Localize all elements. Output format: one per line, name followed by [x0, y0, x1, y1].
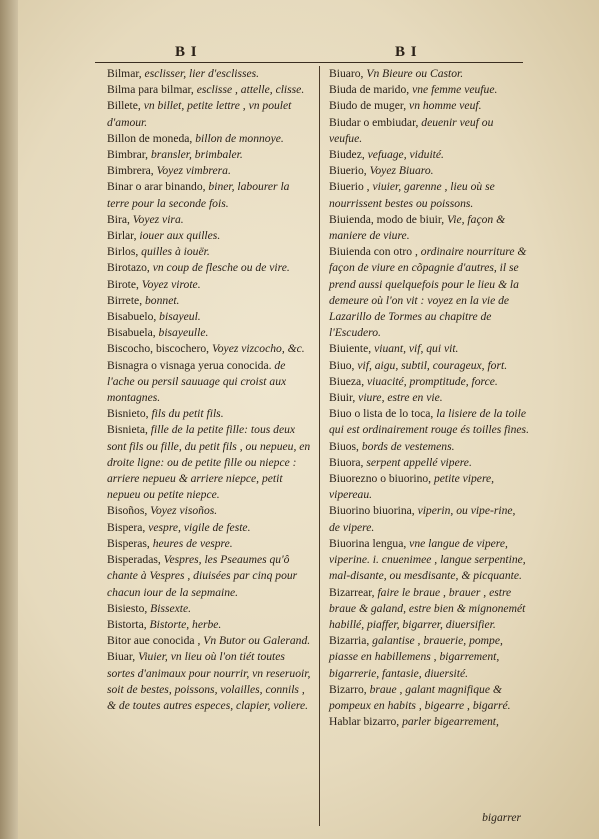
- entry-definition: vif, aigu, subtil, courageux, fort.: [357, 358, 508, 372]
- entry-headword: Biuienda con otro ,: [329, 245, 421, 259]
- entry-definition: Vespres, les Pseaumes qu'ô chante à Vespres , diuisées par cinq pour chacun iour de la sepmaine.: [107, 553, 298, 599]
- dictionary-entry: [107, 260, 312, 276]
- dictionary-entry: [329, 633, 529, 682]
- dictionary-entry: [329, 585, 529, 634]
- entry-definition: vefuage, viduité.: [367, 148, 444, 162]
- entry-headword: Bisperadas,: [107, 553, 164, 567]
- dictionary-entry: [329, 455, 529, 471]
- entry-definition: billon de monnoye.: [195, 131, 284, 145]
- dictionary-entry: [329, 244, 529, 341]
- dictionary-entry: [107, 293, 312, 309]
- entry-definition: viuacité, promptitude, force.: [367, 374, 498, 388]
- entry-definition: Voyez vimbrera.: [156, 164, 231, 178]
- dictionary-entry: [329, 390, 529, 406]
- entry-definition: bisayeulle.: [158, 326, 209, 340]
- dictionary-entry: [107, 520, 312, 536]
- entry-definition: vne langue de vipere, viperine. i. cnuenimee , langue serpentine, mal-disante, ou mesdisante, & picquante.: [329, 536, 526, 583]
- dictionary-entry: [329, 536, 529, 585]
- entry-definition: viperin, ou vipe-rine, de vipere.: [329, 504, 516, 534]
- dictionary-entry: [107, 633, 312, 649]
- entry-definition: parler bigearrement,: [402, 715, 499, 729]
- entry-definition: heures de vespre.: [152, 536, 233, 550]
- dictionary-entry: [107, 98, 312, 130]
- entry-headword: Bilmar,: [107, 67, 145, 80]
- dictionary-entry: [329, 374, 529, 390]
- entry-definition: Bistorte, herbe.: [149, 617, 222, 631]
- entry-headword: Hablar bizarro,: [329, 715, 403, 729]
- entry-definition: deuenir veuf ou veufue.: [329, 115, 494, 145]
- dictionary-entry: [329, 179, 529, 211]
- entry-headword: Biueza,: [329, 374, 367, 388]
- dictionary-entry: [107, 212, 312, 228]
- dictionary-entry: [329, 82, 529, 98]
- dictionary-entry: [107, 649, 312, 714]
- dictionary-entry: [107, 341, 312, 357]
- entry-headword: Biuorino biuorina,: [329, 504, 418, 518]
- dictionary-entry: [107, 66, 312, 82]
- entry-headword: Biuienda, modo de biuir,: [329, 212, 448, 226]
- entry-headword: Billete,: [107, 99, 144, 113]
- running-head-left: B I: [175, 44, 198, 60]
- dictionary-entry: [329, 714, 529, 730]
- dictionary-entry: [329, 341, 529, 357]
- entry-headword: Biuorina lengua,: [329, 536, 410, 550]
- entry-headword: Biuaro,: [329, 67, 367, 80]
- entry-definition: la lisiere de la toile qui est ordinairement rouge és toilles fines.: [329, 407, 529, 437]
- entry-definition: viuant, vif, qui vit.: [374, 342, 459, 356]
- entry-headword: Biudo de muger,: [329, 99, 410, 113]
- entry-definition: faire le braue , brauer , estre braue & galand, estre bien & mignonemét habillé, piaffer, bigarrer, diuersifier.: [329, 585, 526, 631]
- entry-headword: Bilma para bilmar,: [107, 83, 197, 97]
- entry-definition: Vie, façon & maniere de viure.: [329, 212, 506, 243]
- entry-definition: Vn Butor ou Galerand.: [203, 634, 311, 648]
- right-column: [329, 66, 529, 730]
- entry-headword: Bitor aue conocida ,: [107, 634, 204, 648]
- dictionary-entry: [107, 147, 312, 163]
- dictionary-entry: [329, 115, 529, 147]
- entry-headword: Bira,: [107, 212, 133, 226]
- entry-definition: bransler, brimbaler.: [150, 148, 243, 162]
- dictionary-entry: [107, 309, 312, 325]
- dictionary-entry: [329, 503, 529, 535]
- entry-definition: fils du petit fils.: [151, 407, 224, 421]
- dictionary-entry: [329, 147, 529, 163]
- entry-headword: Billon de moneda,: [107, 131, 196, 145]
- entry-headword: Biuos,: [329, 439, 362, 453]
- entry-definition: vn coup de flesche ou de vire.: [152, 261, 290, 275]
- entry-headword: Bisabuelo,: [107, 310, 160, 324]
- entry-headword: Bisoños,: [107, 504, 151, 518]
- entry-definition: Bissexte.: [150, 601, 192, 615]
- entry-headword: Biuorezno o biuorino,: [329, 472, 434, 486]
- entry-headword: Bisabuela,: [107, 326, 159, 340]
- running-head-right: B I: [395, 44, 418, 60]
- column-divider: [319, 66, 320, 826]
- entry-headword: Biuir,: [329, 391, 359, 405]
- entry-definition: vn billet, petite lettre , vn poulet d'amour.: [107, 99, 292, 129]
- entry-definition: vespre, vigile de feste.: [148, 520, 251, 534]
- entry-definition: iouer aux quilles.: [139, 229, 221, 243]
- entry-headword: Biuerio ,: [329, 180, 373, 194]
- entry-definition: Viuier, vn lieu où l'on tiét toutes sortes d'animaux pour nourrir, vn reseruoir, soit de bestes, poissons, volailles, connils , & de toutes autres especes, clapier, voliere.: [107, 650, 311, 712]
- dictionary-entry: [329, 163, 529, 179]
- dictionary-entry: [329, 66, 529, 82]
- dictionary-entry: [329, 98, 529, 114]
- dictionary-entry: [107, 163, 312, 179]
- entry-headword: Biuerio,: [329, 164, 370, 178]
- entry-definition: quilles à iouër.: [141, 245, 210, 259]
- entry-headword: Birrete,: [107, 293, 145, 307]
- entry-definition: bords de vestemens.: [361, 439, 455, 453]
- entry-headword: Birote,: [107, 277, 142, 291]
- entry-definition: Vn Bieure ou Castor.: [366, 67, 464, 80]
- entry-definition: bonnet.: [145, 293, 180, 307]
- entry-headword: Biuo o lista de lo toca,: [329, 407, 437, 421]
- entry-headword: Birlar,: [107, 229, 140, 243]
- entry-headword: Bimbrar,: [107, 148, 151, 162]
- entry-headword: Bizarria,: [329, 634, 373, 648]
- entry-definition: Voyez vizcocho, &c.: [211, 342, 305, 356]
- entry-headword: Birotazo,: [107, 261, 153, 275]
- catchword: bigarrer: [482, 811, 521, 824]
- entry-headword: Bisnieto,: [107, 407, 152, 421]
- entry-definition: braue , galant magnifique & pompeux en habits , bigearre , bigarré.: [329, 682, 511, 712]
- header-rule: [95, 62, 523, 63]
- entry-headword: Biuda de marido,: [329, 83, 413, 97]
- entry-headword: Biuiente,: [329, 342, 375, 356]
- entry-headword: Biudez,: [329, 148, 368, 162]
- entry-headword: Bistorta,: [107, 617, 150, 631]
- entry-headword: Bisperas,: [107, 536, 153, 550]
- entry-definition: bisayeul.: [159, 310, 201, 324]
- dictionary-entry: [107, 552, 312, 601]
- dictionary-entry: [107, 601, 312, 617]
- entry-definition: petite vipere, vipereau.: [329, 472, 495, 502]
- entry-headword: Bimbrera,: [107, 164, 157, 178]
- dictionary-entry: [107, 406, 312, 422]
- entry-headword: Bizarro,: [329, 682, 370, 696]
- entry-headword: Birlos,: [107, 245, 142, 259]
- dictionary-entry: [329, 406, 529, 438]
- entry-definition: ordinaire nourriture & façon de viure en cõpagnie d'autres, il se prend aussi quelquefois pour le lieu & la demeure où l'on vit : voyez en la vie de Lazarillo de Tormes au chapitre de l'Escudero.: [329, 245, 527, 340]
- dictionary-entry: [107, 131, 312, 147]
- dictionary-entry: [107, 277, 312, 293]
- dictionary-entry: [329, 471, 529, 503]
- entry-headword: Biscocho, biscochero,: [107, 342, 212, 356]
- dictionary-entry: [329, 358, 529, 374]
- entry-definition: vne femme veufue.: [412, 83, 498, 97]
- entry-headword: Biudar o embiudar,: [329, 115, 422, 129]
- dictionary-entry: [107, 358, 312, 407]
- entry-headword: Bisiesto,: [107, 601, 151, 615]
- entry-definition: Voyez Biuaro.: [369, 164, 434, 178]
- dictionary-entry: [107, 536, 312, 552]
- entry-definition: esclisser, lier d'esclisses.: [144, 67, 260, 80]
- dictionary-entry: [329, 439, 529, 455]
- entry-headword: Binar o arar binando,: [107, 180, 209, 194]
- dictionary-entry: [107, 228, 312, 244]
- entry-definition: Voyez vira.: [132, 212, 184, 226]
- entry-definition: Voyez visoños.: [150, 504, 218, 518]
- entry-headword: Biuo,: [329, 358, 358, 372]
- entry-definition: fille de la petite fille: tous deux sont fils ou fille, du petit fils , ou nepueu, en droite ligne: ou de petite fille ou niepce : arriere nepueu & arriere niepce, petit nepueu ou petite niepce.: [107, 423, 311, 502]
- dictionary-entry: [107, 325, 312, 341]
- entry-definition: serpent appellé vipere.: [366, 455, 472, 469]
- dictionary-entry: [329, 212, 529, 244]
- entry-definition: biner, labourer la terre pour la seconde fois.: [107, 180, 290, 210]
- entry-headword: Bispera,: [107, 520, 149, 534]
- left-column: [107, 66, 312, 714]
- entry-definition: de l'ache ou persil sauuage qui croist aux montagnes.: [107, 358, 287, 405]
- dictionary-entry: [107, 503, 312, 519]
- entry-headword: Bisnieta,: [107, 423, 151, 437]
- entry-definition: esclisse , attelle, clisse.: [196, 83, 305, 97]
- book-binding-shadow: [0, 0, 18, 839]
- entry-headword: Bizarrear,: [329, 585, 378, 599]
- entry-definition: galantise , brauerie, pompe, piasse en habillemens , bigarrement, bigarrerie, fantasie, diuersité.: [329, 634, 503, 680]
- dictionary-entry: [107, 422, 312, 503]
- entry-definition: viuier, garenne , lieu où se nourrissent bestes ou poissons.: [329, 180, 495, 210]
- dictionary-entry: [107, 617, 312, 633]
- entry-definition: vn homme veuf.: [409, 99, 482, 113]
- dictionary-entry: [107, 82, 312, 98]
- dictionary-entry: [107, 244, 312, 260]
- entry-headword: Bisnagra o visnaga yerua conocida.: [107, 358, 275, 372]
- entry-headword: Biuar,: [107, 650, 139, 664]
- dictionary-entry: [329, 682, 529, 714]
- dictionary-entry: [107, 179, 312, 211]
- entry-headword: Biuora,: [329, 455, 367, 469]
- entry-definition: viure, estre en vie.: [358, 391, 443, 405]
- entry-definition: Voyez virote.: [141, 277, 201, 291]
